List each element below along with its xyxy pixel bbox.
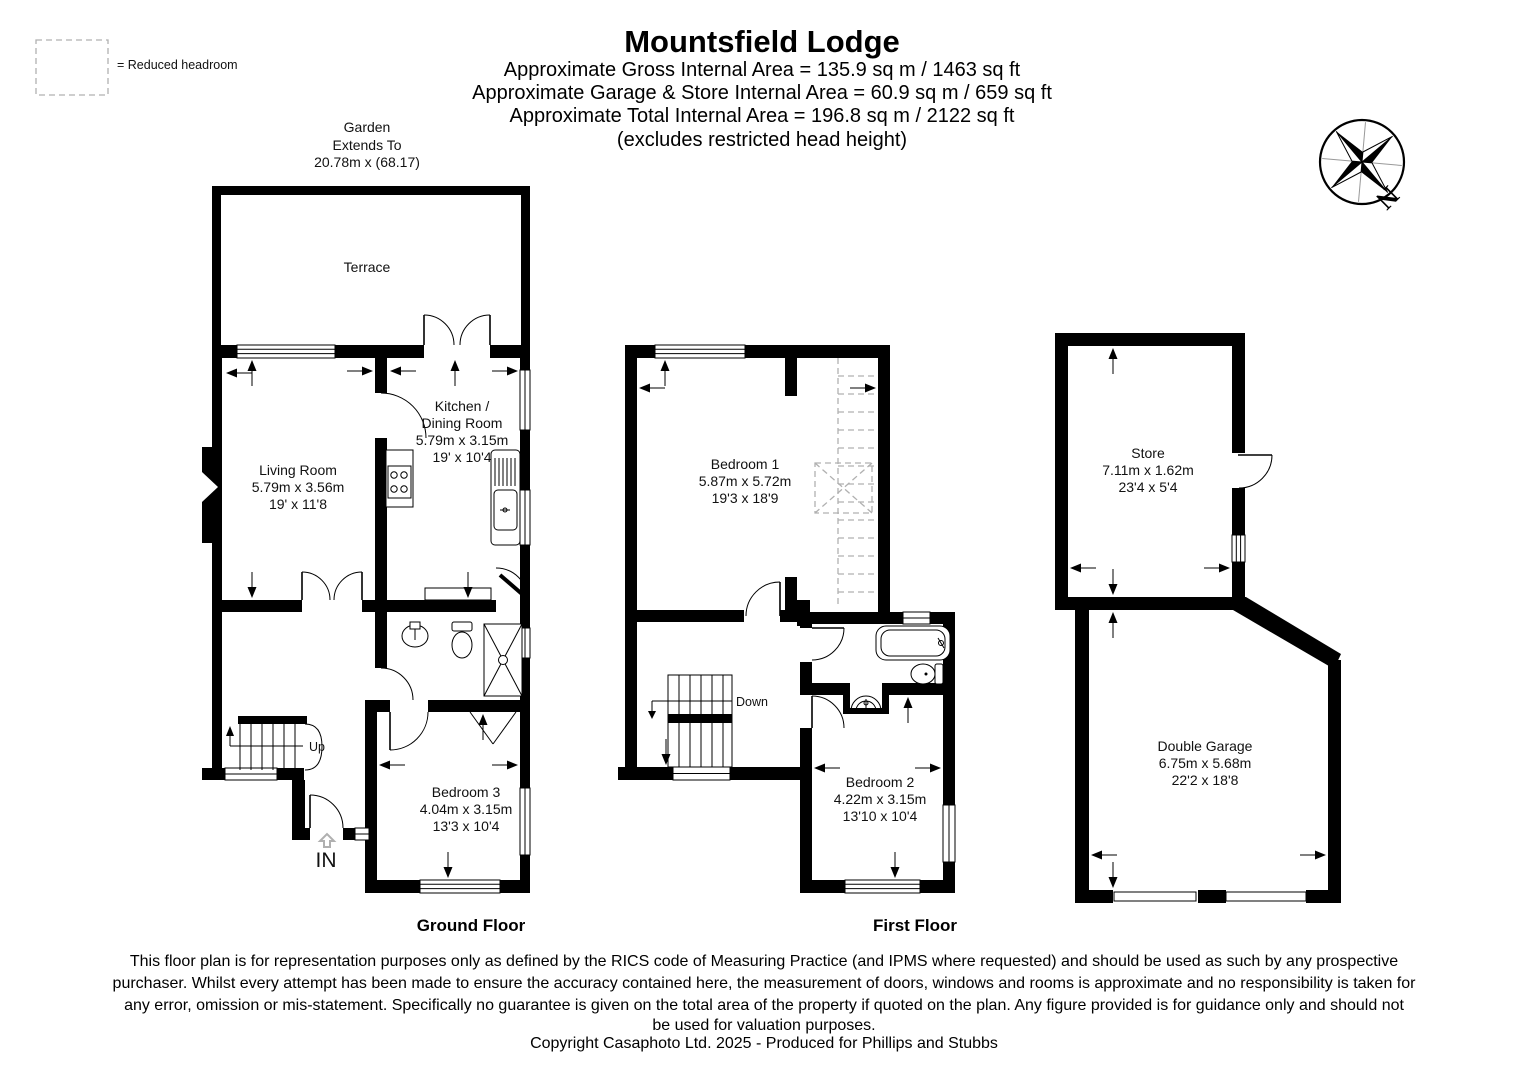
store-size-ft: 23'4 x 5'4 — [1118, 479, 1178, 495]
entrance-label: IN — [315, 849, 337, 872]
living-room-double-doors — [302, 572, 362, 600]
kitchen-label-1: Kitchen / — [434, 398, 490, 414]
garage-store-area-line: Approximate Garage & Store Internal Area = 60.9 sq m / 659 sq ft — [472, 82, 1052, 104]
header — [472, 24, 1052, 151]
garden-line3: 20.78m x (68.17) — [314, 154, 420, 170]
bath-fixture — [876, 626, 950, 660]
bedroom3-label: Bedroom 3 — [431, 784, 501, 800]
terrace-window — [237, 345, 335, 358]
double-garage-size-ft: 22'2 x 18'8 — [1171, 772, 1239, 788]
down-arrowhead — [648, 711, 656, 719]
stairs-up-label: Up — [309, 740, 325, 754]
gf-shower-fixture — [484, 624, 522, 696]
ff-toilet-fixture — [911, 664, 943, 684]
bedroom3-size-ft: 13'3 x 10'4 — [432, 818, 500, 834]
legend-reduced-headroom — [36, 40, 238, 95]
garden-note — [314, 119, 420, 170]
bedroom3-side-window — [520, 788, 530, 855]
entrance-window — [355, 828, 369, 840]
garden-line2: Extends To — [332, 137, 402, 153]
reduced-headroom-area — [815, 358, 878, 608]
bedroom3-door — [390, 712, 428, 750]
gf-sink-fixture — [402, 622, 428, 647]
gf-toilet-fixture — [452, 622, 472, 658]
bedroom1-window — [655, 345, 745, 358]
bedroom1-door — [746, 582, 780, 616]
page-title: Mountsfield Lodge — [624, 24, 900, 59]
bedroom3-bottom-window — [420, 880, 500, 893]
up-arrowhead — [226, 726, 234, 736]
disclaimer-line-2: purchaser. Whilst every attempt has been made to ensure the accuracy contained here, the measurement of doors, windows and rooms is approximate and no responsibility is taken for — [112, 975, 1416, 992]
double-garage-label: Double Garage — [1157, 738, 1253, 754]
kitchen-sink-fixture — [491, 450, 520, 545]
head-height-note: (excludes restricted head height) — [616, 129, 908, 151]
store-window — [1232, 535, 1245, 562]
front-door — [310, 795, 343, 828]
bedroom2-bottom-window — [845, 880, 920, 893]
bedroom2-label: Bedroom 2 — [845, 774, 915, 790]
living-room-size-m: 5.79m x 3.56m — [251, 479, 345, 495]
hob-fixture — [386, 450, 413, 507]
disclaimer-line-3: any error, omission or mis-statement. Specifically no guarantee is given on the total area of the property if quoted on the plan. Any figure provided is for guidance only and should not — [124, 997, 1404, 1014]
kitchen-size-m: 5.79m x 3.15m — [415, 432, 509, 448]
garden-line1: Garden — [343, 119, 391, 135]
double-garage-size-m: 6.75m x 5.68m — [1158, 755, 1252, 771]
stairs-down-label: Down — [736, 695, 768, 709]
bedroom1-size-ft: 19'3 x 18'9 — [711, 490, 779, 506]
bedroom2-size-ft: 13'10 x 10'4 — [842, 808, 918, 824]
bedroom2-side-window — [943, 805, 955, 862]
ff-bathroom-window — [903, 612, 930, 624]
north-label: N — [1370, 180, 1406, 216]
bedroom3-size-m: 4.04m x 3.15m — [419, 801, 513, 817]
living-room-size-ft: 19' x 11'8 — [268, 496, 328, 512]
footer — [113, 953, 1417, 1052]
total-area-line: Approximate Total Internal Area = 196.8 sq m / 2122 sq ft — [509, 105, 1015, 127]
store-label: Store — [1131, 445, 1165, 461]
garage-door-left — [1114, 892, 1196, 901]
first-floor-fixtures — [851, 626, 950, 711]
bedroom3-closet-doors — [470, 712, 516, 744]
garage-store-labels — [1102, 445, 1252, 788]
ground-floor-stairs — [226, 716, 325, 770]
ground-floor-label: Ground Floor — [416, 916, 526, 935]
bathroom-door — [381, 668, 413, 700]
in-arrow-icon — [320, 834, 334, 847]
disclaimer-line-4: be used for valuation purposes. — [652, 1017, 876, 1034]
ground-floor — [202, 186, 530, 893]
kitchen-window-lower — [520, 490, 530, 545]
bedroom1-label: Bedroom 1 — [710, 456, 780, 472]
ff-bathroom-door — [812, 628, 844, 660]
kitchen-counter — [425, 588, 491, 600]
ground-floor-fixtures — [386, 450, 522, 696]
copyright-line: Copyright Casaphoto Ltd. 2025 - Produced for Phillips and Stubbs — [530, 1035, 998, 1052]
bedroom1-size-m: 5.87m x 5.72m — [698, 473, 792, 489]
ground-floor-doors — [302, 315, 528, 828]
garage-store-walls — [1055, 333, 1341, 903]
store-size-m: 7.11m x 1.62m — [1102, 462, 1194, 478]
first-floor — [618, 345, 955, 893]
measurement-arrows — [226, 348, 1326, 888]
bedroom2-size-m: 4.22m x 3.15m — [833, 791, 927, 807]
garage-door-right — [1226, 892, 1306, 901]
first-floor-label: First Floor — [872, 916, 958, 935]
living-kitchen-window-upper — [520, 370, 530, 430]
kitchen-size-ft: 19' x 10'4 — [432, 449, 492, 465]
store-door — [1238, 455, 1272, 488]
entrance-marker — [316, 834, 337, 872]
reduced-headroom-label: = Reduced headroom — [117, 58, 238, 72]
kitchen-label-2: Dining Room — [421, 415, 503, 431]
french-doors — [424, 315, 490, 345]
terrace-label: Terrace — [343, 259, 391, 275]
gross-area-line: Approximate Gross Internal Area = 135.9 sq m / 1463 sq ft — [503, 59, 1021, 81]
garage-store — [1055, 333, 1341, 903]
living-room-label: Living Room — [259, 462, 337, 478]
reduced-headroom-swatch — [36, 40, 108, 95]
disclaimer-line-1: This floor plan is for representation purposes only as defined by the RICS code of Measuring Practice (and IPMS where requested) and should be used as such by any prospective — [129, 953, 1399, 970]
floor-labels — [417, 916, 958, 935]
landing-window — [673, 767, 730, 780]
compass-rose — [1320, 120, 1405, 216]
bedroom2-door — [812, 696, 844, 728]
